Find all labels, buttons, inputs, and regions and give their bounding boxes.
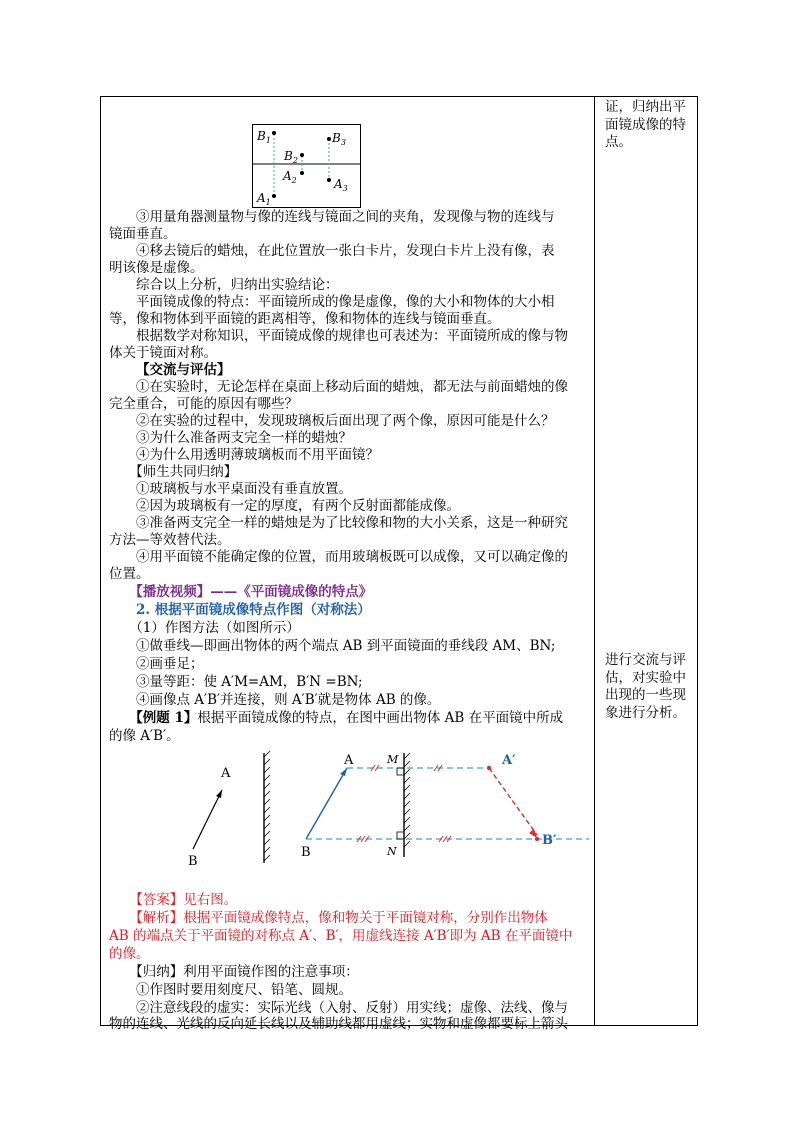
video-line: 【播放视频】——《平面镜成像的特点》 [109, 584, 373, 600]
svg-text:B2: $B_2$ [284, 149, 298, 165]
text-line: ②注意线段的虚实：实际光线（入射、反射）用实线；虚像、法线、像与 [109, 1000, 568, 1016]
svg-text:A2: $A_2$ [283, 169, 297, 185]
image-a-b [489, 768, 537, 835]
text-line: 【师生共同归纳】 [109, 464, 238, 480]
svg-text:B: B [188, 854, 198, 869]
svg-text:A3: $A_3$ [334, 177, 348, 193]
text-line: ④画像点 A′B′并连接，则 A′B′就是物体 AB 的像。 [109, 692, 441, 708]
side-note-1: 证，归纳出平 面镜成像的特 点。 [605, 99, 686, 150]
point-b2 [300, 153, 304, 157]
object-ab-left [193, 790, 222, 849]
exchange-heading: 【交流与评估】 [136, 362, 231, 378]
text-line: ①做垂线—即画出物体的两个端点 AB 到平面镜面的垂线段 AM、BN; [109, 638, 556, 654]
text-line: ①在实验时，无论怎样在桌面上移动后面的蜡烛，都无法与前面蜡烛的像 [109, 379, 568, 395]
column-divider [594, 97, 595, 1025]
lesson-table [100, 96, 698, 1032]
text-line: （1）作图方法（如图所示） [109, 620, 300, 636]
text-line: 体关于镜面对称。 [109, 345, 217, 361]
text-line: ②因为玻璃板有一定的厚度，有两个反射面都能成像。 [109, 498, 460, 514]
text-line: ②在实验的过程中，发现玻璃板后面出现了两个像，原因可能是什么？ [109, 413, 555, 429]
text-line: ④为什么用透明薄玻璃板而不用平面镜？ [109, 447, 379, 463]
text-line: 方法—等效替代法。 [109, 532, 231, 548]
svg-text:B′: B′ [542, 833, 557, 848]
text-line: 等，像和物体到平面镜的距离相等，像和物体的连线与镜面垂直。 [109, 311, 501, 327]
svg-text:B3: $B_3$ [332, 131, 346, 147]
analysis-line: 的像。 [109, 946, 150, 962]
text-line: 位置。 [109, 566, 150, 582]
text-line: ④移去镜后的蜡烛，在此位置放一张白卡片，发现白卡片上没有像，表 [109, 243, 555, 259]
text-line: ①作图时要用刻度尺、铅笔、圆规。 [109, 982, 352, 998]
text-line: 平面镜成像的特点：平面镜所成的像是虚像，像的大小和物体的大小相 [109, 294, 555, 310]
svg-text:B1: $B_1$ [257, 129, 271, 145]
point-b3 [327, 137, 331, 141]
text-line: 根据数学对称知识，平面镜成像的规律也可表述为：平面镜所成的像与物 [109, 328, 568, 344]
text-line: ②画垂足； [109, 656, 204, 672]
svg-text:A′: A′ [502, 753, 516, 768]
example-text: 根据平面镜成像的特点，在图中画出物体 AB 在平面镜中所成 [197, 710, 564, 726]
experiment-figure [252, 124, 362, 208]
svg-text:A1: $A_1$ [257, 191, 271, 207]
analysis-line: 【解析】根据平面镜成像特点，像和物关于平面镜对称，分别作出物体 [109, 910, 548, 926]
point-a3 [327, 178, 331, 182]
svg-text:A: A [221, 766, 231, 781]
side-note-2: 进行交流与评 估，对实验中 出现的一些现 象进行分析。 [605, 652, 686, 721]
text-line: 明该像是虚像。 [109, 260, 204, 276]
text-line: ③用量角器测量物与像的连线与镜面之间的夹角，发现像与物的连线与 [109, 209, 555, 225]
mirror-drawing-figure [169, 747, 589, 872]
text-line: 【归纳】利用平面镜作图的注意事项： [109, 964, 359, 980]
image-point-b [535, 837, 539, 841]
text-line: ③为什么准备两支完全一样的蜡烛？ [109, 430, 352, 446]
object-ab-right [306, 768, 347, 839]
text-line: ③准备两支完全一样的蜡烛是为了比较像和物的大小关系，这是一种研究 [109, 515, 568, 531]
example-tag: 【例题 1】 [109, 710, 198, 726]
svg-text:N: N [387, 845, 397, 858]
text-line: ③量等距：使 A′M=AM，B′N =BN; [109, 674, 363, 690]
example-line [109, 710, 563, 727]
text-line: 完全重合，可能的原因有哪些？ [109, 396, 298, 412]
point-b1 [272, 131, 276, 135]
text-line: 镜面垂直。 [109, 226, 177, 242]
text-line: ④用平面镜不能确定像的位置，而用玻璃板既可以成像，又可以确定像的 [109, 549, 568, 565]
text-line: ①玻璃板与水平桌面没有垂直放置。 [109, 481, 352, 497]
answer-line: 【答案】见右图。 [109, 892, 238, 908]
section-heading: 2. 根据平面镜成像特点作图（对称法） [109, 602, 371, 618]
svg-text:M: M [387, 753, 399, 766]
text-line: 综合以上分析，归纳出实验结论： [109, 277, 339, 293]
image-point-a [487, 766, 491, 770]
text-line: 物的连线、光线的反向延长线以及辅助线都用虚线；实物和虚像都要标上箭头 [109, 1016, 568, 1032]
svg-text:A: A [344, 753, 354, 768]
text-line: 的像 A′B′。 [109, 728, 180, 744]
svg-text:B: B [301, 845, 311, 860]
analysis-line: AB 的端点关于平面镜的对称点 A′、B′，用虚线连接 A′B′即为 AB 在平面镜中 [109, 928, 573, 944]
point-a1 [272, 194, 276, 198]
point-a2 [300, 171, 304, 175]
